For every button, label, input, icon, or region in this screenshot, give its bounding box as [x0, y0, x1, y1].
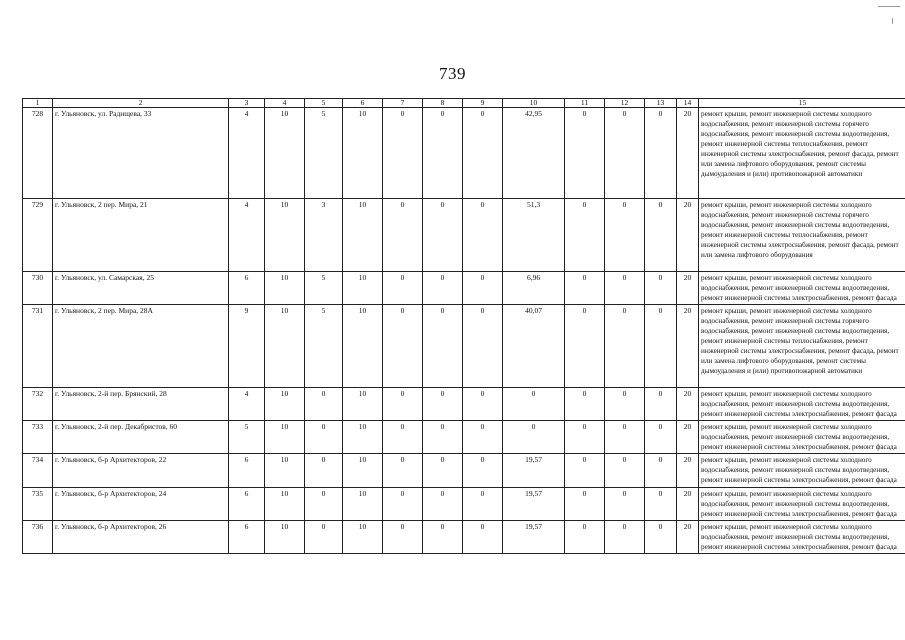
- cell: 10: [265, 108, 305, 199]
- table-row: [23, 272, 905, 305]
- cell: 20: [677, 199, 699, 272]
- cell: 0: [463, 199, 503, 272]
- cell: 0: [305, 421, 343, 454]
- cell: 10: [265, 388, 305, 421]
- cell: 0: [605, 521, 645, 554]
- address-cell: г. Ульяновск, 2-й пер. Брянский, 28: [53, 388, 229, 421]
- cell: 20: [677, 108, 699, 199]
- cell: 0: [565, 108, 605, 199]
- cell: 10: [265, 421, 305, 454]
- col-header: 15: [699, 99, 905, 108]
- cell: 0: [423, 272, 463, 305]
- cell: 19,57: [503, 521, 565, 554]
- works-cell: ремонт крыши, ремонт инженерной системы холодного водоснабжения, ремонт инженерной системы водоотведения, ремонт инженерной системы электроснабжения, ремонт фасада: [699, 454, 905, 488]
- address-cell: г. Ульяновск, б-р Архитекторов, 22: [53, 454, 229, 488]
- cell: 0: [565, 488, 605, 521]
- cell: 0: [383, 488, 423, 521]
- cell: 0: [605, 388, 645, 421]
- cell: 0: [423, 305, 463, 388]
- cell: 5: [229, 421, 265, 454]
- col-header: 5: [305, 99, 343, 108]
- cell: 0: [565, 199, 605, 272]
- row-number: 734: [23, 454, 53, 488]
- cell: 0: [605, 488, 645, 521]
- works-cell: ремонт крыши, ремонт инженерной системы холодного водоснабжения, ремонт инженерной системы горячего водоснабжения, ремонт инженерной системы водоотведения, ремонт инженерной системы теплоснабжения, ремонт инженерной системы электроснабжения, ремонт фасада, ремонт или замена лифтового оборудования: [699, 199, 905, 272]
- cell: 4: [229, 108, 265, 199]
- cell: 0: [305, 521, 343, 554]
- cell: 0: [423, 108, 463, 199]
- cell: 0: [463, 305, 503, 388]
- cell: 5: [305, 108, 343, 199]
- cell: 10: [265, 305, 305, 388]
- cell: 19,57: [503, 488, 565, 521]
- table-row: [23, 488, 905, 521]
- cell: 20: [677, 388, 699, 421]
- cell: 6: [229, 521, 265, 554]
- cell: 0: [645, 108, 677, 199]
- col-header: 10: [503, 99, 565, 108]
- row-number: 732: [23, 388, 53, 421]
- row-number: 735: [23, 488, 53, 521]
- cell: 0: [605, 305, 645, 388]
- address-cell: г. Ульяновск, б-р Архитекторов, 26: [53, 521, 229, 554]
- cell: 0: [463, 521, 503, 554]
- col-header: 2: [53, 99, 229, 108]
- works-cell: ремонт крыши, ремонт инженерной системы холодного водоснабжения, ремонт инженерной системы горячего водоснабжения, ремонт инженерной системы водоотведения, ремонт инженерной системы теплоснабжения, ремонт инженерной системы электроснабжения, ремонт фасада, ремонт или замена лифтового оборудования, ремонт системы дымоудаления и (или) противопожарной автоматики: [699, 305, 905, 388]
- cell: 4: [229, 388, 265, 421]
- cell: 0: [645, 199, 677, 272]
- cell: 0: [645, 305, 677, 388]
- cell: 20: [677, 305, 699, 388]
- cell: 0: [645, 421, 677, 454]
- col-header: 3: [229, 99, 265, 108]
- cell: 10: [343, 272, 383, 305]
- col-header: 14: [677, 99, 699, 108]
- cell: 0: [423, 488, 463, 521]
- row-number: 729: [23, 199, 53, 272]
- cell: 0: [383, 272, 423, 305]
- table-row: [23, 421, 905, 454]
- cell: 0: [383, 421, 423, 454]
- col-header: 11: [565, 99, 605, 108]
- cell: 10: [343, 454, 383, 488]
- address-cell: г. Ульяновск, 2 пер. Мира, 28А: [53, 305, 229, 388]
- cell: 10: [343, 488, 383, 521]
- cell: 0: [605, 108, 645, 199]
- cell: 0: [565, 421, 605, 454]
- cell: 0: [423, 521, 463, 554]
- table-row: [23, 454, 905, 488]
- cell: 0: [463, 488, 503, 521]
- col-header: 7: [383, 99, 423, 108]
- cell: 20: [677, 488, 699, 521]
- cell: 10: [343, 305, 383, 388]
- cell: 6: [229, 488, 265, 521]
- cell: 0: [423, 388, 463, 421]
- cell: 3: [305, 199, 343, 272]
- cell: 0: [463, 108, 503, 199]
- cell: 0: [383, 108, 423, 199]
- works-cell: ремонт крыши, ремонт инженерной системы холодного водоснабжения, ремонт инженерной системы горячего водоснабжения, ремонт инженерной системы водоотведения, ремонт инженерной системы теплоснабжения, ремонт инженерной системы электроснабжения, ремонт фасада, ремонт или замена лифтового оборудования, ремонт системы дымоудаления и (или) противопожарной автоматики: [699, 108, 905, 199]
- table-row: [23, 388, 905, 421]
- cell: 10: [343, 521, 383, 554]
- cell: 0: [645, 521, 677, 554]
- cell: 5: [305, 272, 343, 305]
- cell: 10: [343, 388, 383, 421]
- cell: 0: [463, 454, 503, 488]
- cell: 0: [565, 388, 605, 421]
- cell: 9: [229, 305, 265, 388]
- cell: 10: [265, 272, 305, 305]
- cell: 0: [305, 388, 343, 421]
- cell: 0: [645, 454, 677, 488]
- cell: 0: [423, 199, 463, 272]
- cell: 0: [383, 305, 423, 388]
- col-header: 6: [343, 99, 383, 108]
- row-number: 733: [23, 421, 53, 454]
- table-row: [23, 305, 905, 388]
- cell: 0: [503, 421, 565, 454]
- cell: 0: [423, 454, 463, 488]
- cell: 0: [565, 305, 605, 388]
- col-header: 1: [23, 99, 53, 108]
- cell: 0: [383, 454, 423, 488]
- cell: 10: [265, 521, 305, 554]
- cell: 20: [677, 454, 699, 488]
- scan-speck: [892, 18, 893, 24]
- cell: 10: [343, 199, 383, 272]
- cell: 0: [383, 199, 423, 272]
- cell: 6: [229, 454, 265, 488]
- cell: 10: [343, 108, 383, 199]
- cell: 0: [463, 421, 503, 454]
- address-cell: г. Ульяновск, 2-й пер. Декабристов, 60: [53, 421, 229, 454]
- works-cell: ремонт крыши, ремонт инженерной системы холодного водоснабжения, ремонт инженерной системы водоотведения, ремонт инженерной системы электроснабжения, ремонт фасада: [699, 488, 905, 521]
- cell: 0: [383, 388, 423, 421]
- row-number: 730: [23, 272, 53, 305]
- cell: 0: [605, 272, 645, 305]
- address-cell: г. Ульяновск, ул. Радищева, 33: [53, 108, 229, 199]
- cell: 4: [229, 199, 265, 272]
- cell: 10: [343, 421, 383, 454]
- cell: 42,95: [503, 108, 565, 199]
- cell: 0: [423, 421, 463, 454]
- cell: 51,3: [503, 199, 565, 272]
- row-number: 728: [23, 108, 53, 199]
- col-header: 13: [645, 99, 677, 108]
- cell: 0: [565, 521, 605, 554]
- address-cell: г. Ульяновск, 2 пер. Мира, 21: [53, 199, 229, 272]
- table-row: [23, 108, 905, 199]
- cell: 19,57: [503, 454, 565, 488]
- cell: 0: [463, 272, 503, 305]
- scan-speck: [878, 6, 900, 7]
- cell: 0: [605, 199, 645, 272]
- col-header: 12: [605, 99, 645, 108]
- table-row: [23, 521, 905, 554]
- cell: 0: [645, 388, 677, 421]
- cell: 0: [605, 454, 645, 488]
- cell: 0: [565, 272, 605, 305]
- cell: 0: [645, 488, 677, 521]
- col-header: 9: [463, 99, 503, 108]
- cell: 0: [305, 454, 343, 488]
- column-number-row: [23, 99, 905, 108]
- cell: 0: [305, 488, 343, 521]
- row-number: 736: [23, 521, 53, 554]
- cell: 0: [383, 521, 423, 554]
- cell: 20: [677, 272, 699, 305]
- works-cell: ремонт крыши, ремонт инженерной системы холодного водоснабжения, ремонт инженерной системы водоотведения, ремонт инженерной системы электроснабжения, ремонт фасада: [699, 272, 905, 305]
- cell: 20: [677, 521, 699, 554]
- cell: 6,96: [503, 272, 565, 305]
- row-number: 731: [23, 305, 53, 388]
- table-row: [23, 199, 905, 272]
- cell: 10: [265, 488, 305, 521]
- page-number: 739: [439, 64, 466, 83]
- cell: 10: [265, 199, 305, 272]
- cell: 10: [265, 454, 305, 488]
- address-cell: г. Ульяновск, б-р Архитекторов, 24: [53, 488, 229, 521]
- housing-repair-table: [22, 98, 905, 554]
- works-cell: ремонт крыши, ремонт инженерной системы холодного водоснабжения, ремонт инженерной системы водоотведения, ремонт инженерной системы электроснабжения, ремонт фасада: [699, 521, 905, 554]
- works-cell: ремонт крыши, ремонт инженерной системы холодного водоснабжения, ремонт инженерной системы водоотведения, ремонт инженерной системы электроснабжения, ремонт фасада: [699, 388, 905, 421]
- cell: 0: [605, 421, 645, 454]
- cell: 0: [565, 454, 605, 488]
- col-header: 4: [265, 99, 305, 108]
- address-cell: г. Ульяновск, ул. Самарская, 25: [53, 272, 229, 305]
- cell: 40,07: [503, 305, 565, 388]
- cell: 5: [305, 305, 343, 388]
- cell: 20: [677, 421, 699, 454]
- cell: 0: [503, 388, 565, 421]
- cell: 0: [463, 388, 503, 421]
- works-cell: ремонт крыши, ремонт инженерной системы холодного водоснабжения, ремонт инженерной системы водоотведения, ремонт инженерной системы электроснабжения, ремонт фасада: [699, 421, 905, 454]
- cell: 0: [645, 272, 677, 305]
- cell: 6: [229, 272, 265, 305]
- col-header: 8: [423, 99, 463, 108]
